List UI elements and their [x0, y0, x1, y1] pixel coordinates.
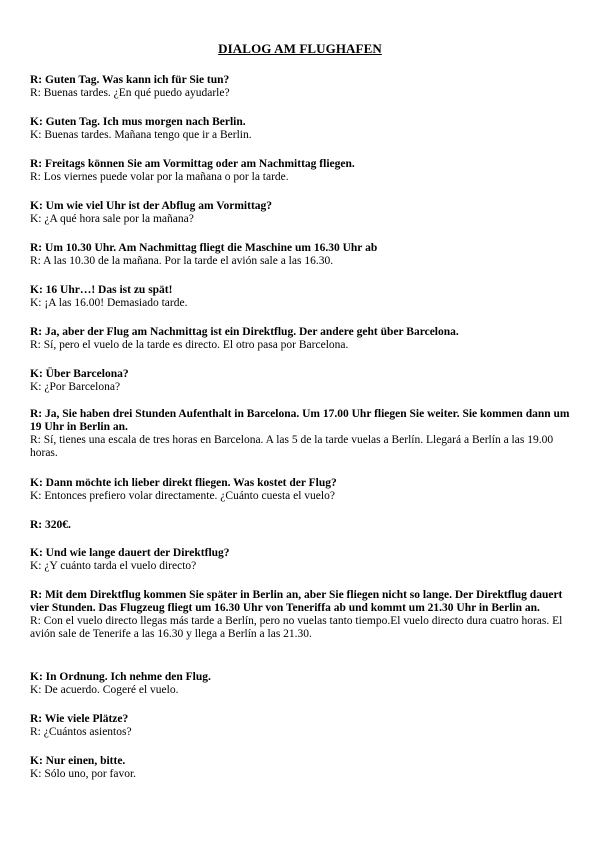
german-line: K: In Ordnung. Ich nehme den Flug.: [30, 671, 211, 683]
dialog-entry: [30, 368, 575, 394]
dialog-entry: [30, 74, 575, 100]
dialog-entry: [30, 116, 575, 142]
spanish-line: K: De acuerdo. Cogeré el vuelo.: [30, 684, 179, 696]
spanish-line: R: ¿Cuántos asientos?: [30, 726, 132, 738]
spanish-line: R: A las 10.30 de la mañana. Por la tarde el avión sale a las 16.30.: [30, 255, 334, 267]
spanish-line: K: Sólo uno, por favor.: [30, 768, 137, 780]
dialog-entry: [30, 547, 575, 573]
dialog-entry: [30, 242, 575, 268]
dialog-entry: [30, 200, 575, 226]
german-line: R: Um 10.30 Uhr. Am Nachmittag fliegt die Maschine um 16.30 Uhr ab: [30, 242, 378, 254]
german-line: R: Wie viele Plätze?: [30, 713, 129, 725]
german-line: K: 16 Uhr…! Das ist zu spät!: [30, 284, 173, 296]
german-line: R: 320€.: [30, 519, 71, 531]
german-line: K: Und wie lange dauert der Direktflug?: [30, 547, 230, 559]
spanish-line: K: Buenas tardes. Mañana tengo que ir a Berlin.: [30, 129, 252, 141]
german-line: K: Über Barcelona?: [30, 368, 129, 380]
dialog-entry: [30, 284, 575, 310]
dialog-entry: [30, 589, 575, 641]
dialog-entry: [30, 326, 575, 352]
dialog-entry: [30, 408, 575, 460]
spanish-line: K: ¡A las 16.00! Demasiado tarde.: [30, 297, 188, 309]
dialog-entry: [30, 519, 575, 532]
dialog-entry: [30, 713, 575, 739]
spanish-line: K: Entonces prefiero volar directamente. ¿Cuánto cuesta el vuelo?: [30, 490, 335, 502]
spanish-line: K: ¿Por Barcelona?: [30, 381, 121, 393]
spanish-line: K: ¿Y cuánto tarda el vuelo directo?: [30, 560, 197, 572]
german-line: R: Freitags können Sie am Vormittag oder am Nachmittag fliegen.: [30, 158, 355, 170]
german-line: K: Guten Tag. Ich mus morgen nach Berlin.: [30, 116, 246, 128]
german-line: R: Guten Tag. Was kann ich für Sie tun?: [30, 74, 230, 86]
german-line: R: Ja, Sie haben drei Stunden Aufenthalt in Barcelona. Um 17.00 Uhr fliegen Sie weiter. Sie kommen dann um 19 Uhr in Berlin an.: [30, 408, 570, 433]
dialog-entry: [30, 671, 575, 697]
german-line: R: Ja, aber der Flug am Nachmittag ist ein Direktflug. Der andere geht über Barcelona.: [30, 326, 459, 338]
dialog-entry: [30, 158, 575, 184]
spanish-line: K: ¿A qué hora sale por la mañana?: [30, 213, 194, 225]
spanish-line: R: Los viernes puede volar por la mañana o por la tarde.: [30, 171, 289, 183]
dialog-entry: [30, 755, 575, 781]
spanish-line: R: Con el vuelo directo llegas más tarde a Berlín, pero no vuelas tanto tiempo.El vuelo directo dura cuatro horas. El avión sale de Tenerife a las 16.30 y llega a Berlín a las 21.30.: [30, 615, 563, 640]
spanish-line: R: Sí, tienes una escala de tres horas en Barcelona. A las 5 de la tarde vuelas a Berlín. Llegará a Berlín a las 19.00 horas.: [30, 434, 554, 459]
dialog-entry: [30, 477, 575, 503]
german-line: K: Nur einen, bitte.: [30, 755, 126, 767]
document-title: DIALOG AM FLUGHAFEN: [218, 41, 382, 56]
german-line: R: Mit dem Direktflug kommen Sie später in Berlin an, aber Sie fliegen nicht so lange. Der Direktflug dauert vier Stunden. Das Flugzeug fliegt um 16.30 Uhr von Teneriffa ab und kommt um 21.30 Uhr in Berlin an.: [30, 589, 563, 614]
german-line: K: Um wie viel Uhr ist der Abflug am Vormittag?: [30, 200, 273, 212]
spanish-line: R: Buenas tardes. ¿En qué puedo ayudarle?: [30, 87, 230, 99]
spanish-line: R: Sí, pero el vuelo de la tarde es directo. El otro pasa por Barcelona.: [30, 339, 349, 351]
german-line: K: Dann möchte ich lieber direkt fliegen. Was kostet der Flug?: [30, 477, 337, 489]
